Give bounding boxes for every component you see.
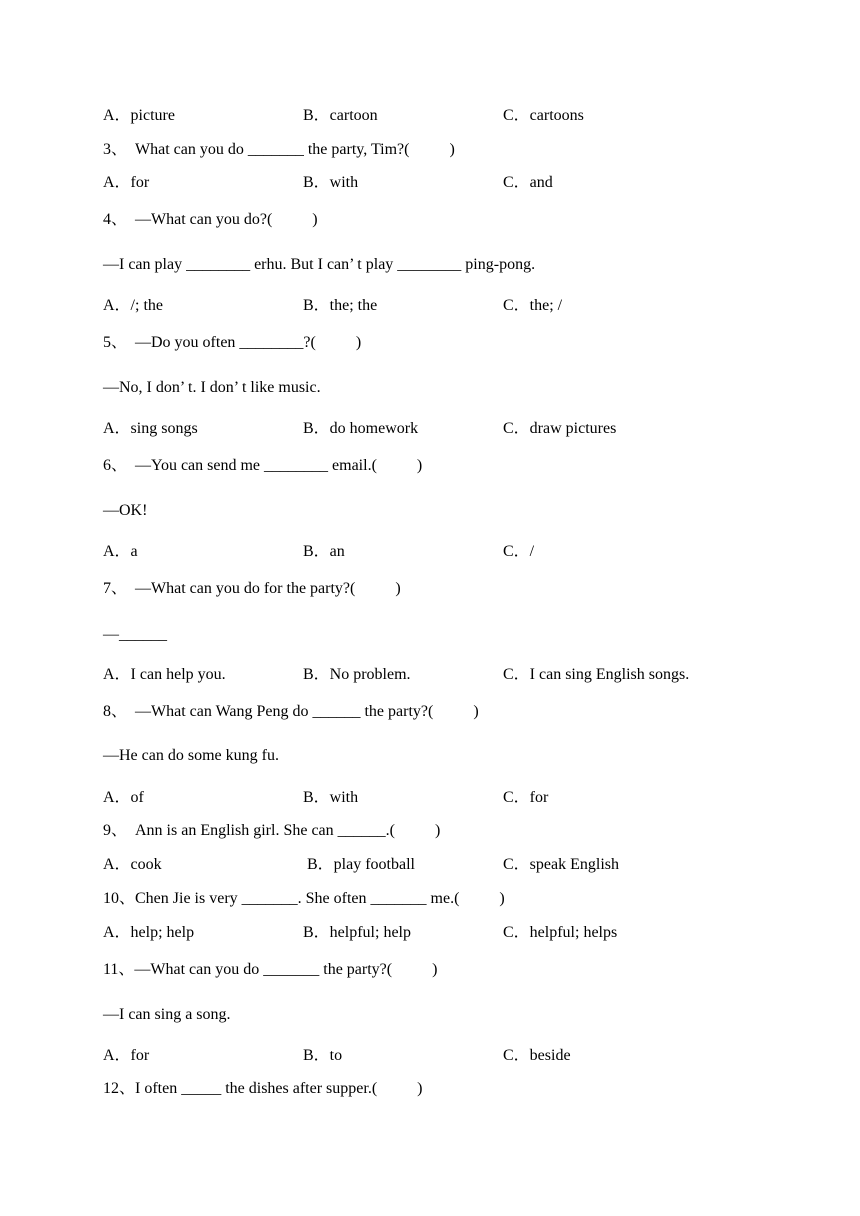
question-line: —I can sing a song. bbox=[103, 1006, 231, 1023]
answer-option-b: B．to bbox=[303, 1047, 343, 1064]
question-line: —I can play ________ erhu. But I can’ t play ________ ping-pong. bbox=[103, 256, 536, 273]
answer-option-b: B．with bbox=[303, 789, 359, 806]
question-line: 7、 —What can you do for the party?( ) bbox=[103, 580, 401, 597]
answer-option-c: C．cartoons bbox=[503, 107, 584, 124]
answer-option-a: A．picture bbox=[103, 107, 175, 124]
answer-option-b: B．play football bbox=[307, 856, 415, 873]
answer-option-c: C．the; / bbox=[503, 297, 563, 314]
question-line: 9、 Ann is an English girl. She can ______.( ) bbox=[103, 822, 441, 839]
answer-option-b: B．the; the bbox=[303, 297, 378, 314]
answer-option-c: C．/ bbox=[503, 543, 535, 560]
answer-option-a: A．help; help bbox=[103, 924, 195, 941]
answer-option-a: A．cook bbox=[103, 856, 162, 873]
answer-option-a: A．a bbox=[103, 543, 138, 560]
question-line: 3、 What can you do _______ the party, Tim?( ) bbox=[103, 141, 455, 158]
question-line: 8、 —What can Wang Peng do ______ the party?( ) bbox=[103, 703, 479, 720]
question-line: —______ bbox=[103, 626, 167, 643]
answer-option-c: C．for bbox=[503, 789, 549, 806]
answer-option-b: B．an bbox=[303, 543, 345, 560]
question-line: —No, I don’ t. I don’ t like music. bbox=[103, 379, 321, 396]
question-line: 10、Chen Jie is very _______. She often _______ me.( ) bbox=[103, 890, 505, 907]
answer-option-a: A．/; the bbox=[103, 297, 163, 314]
answer-option-b: B．with bbox=[303, 174, 359, 191]
answer-option-a: A．for bbox=[103, 1047, 150, 1064]
answer-option-b: B．do homework bbox=[303, 420, 419, 437]
question-line: 4、 —What can you do?( ) bbox=[103, 211, 318, 228]
answer-option-b: B．cartoon bbox=[303, 107, 378, 124]
answer-option-a: A．for bbox=[103, 174, 150, 191]
answer-option-c: C．I can sing English songs. bbox=[503, 666, 690, 683]
answer-option-c: C．draw pictures bbox=[503, 420, 617, 437]
answer-option-a: A．I can help you. bbox=[103, 666, 226, 683]
question-line: 5、 —Do you often ________?( ) bbox=[103, 334, 362, 351]
answer-option-b: B．No problem. bbox=[303, 666, 411, 683]
answer-option-c: C．beside bbox=[503, 1047, 571, 1064]
answer-option-a: A．of bbox=[103, 789, 144, 806]
question-line: 11、—What can you do _______ the party?( ) bbox=[103, 961, 438, 978]
question-line: 6、 —You can send me ________ email.( ) bbox=[103, 457, 423, 474]
answer-option-b: B．helpful; help bbox=[303, 924, 411, 941]
question-line: —He can do some kung fu. bbox=[103, 747, 279, 764]
answer-option-a: A．sing songs bbox=[103, 420, 198, 437]
question-line: 12、I often _____ the dishes after supper.( ) bbox=[103, 1080, 423, 1097]
answer-option-c: C．helpful; helps bbox=[503, 924, 618, 941]
answer-option-c: C．speak English bbox=[503, 856, 619, 873]
question-line: —OK! bbox=[103, 502, 148, 519]
answer-option-c: C．and bbox=[503, 174, 553, 191]
